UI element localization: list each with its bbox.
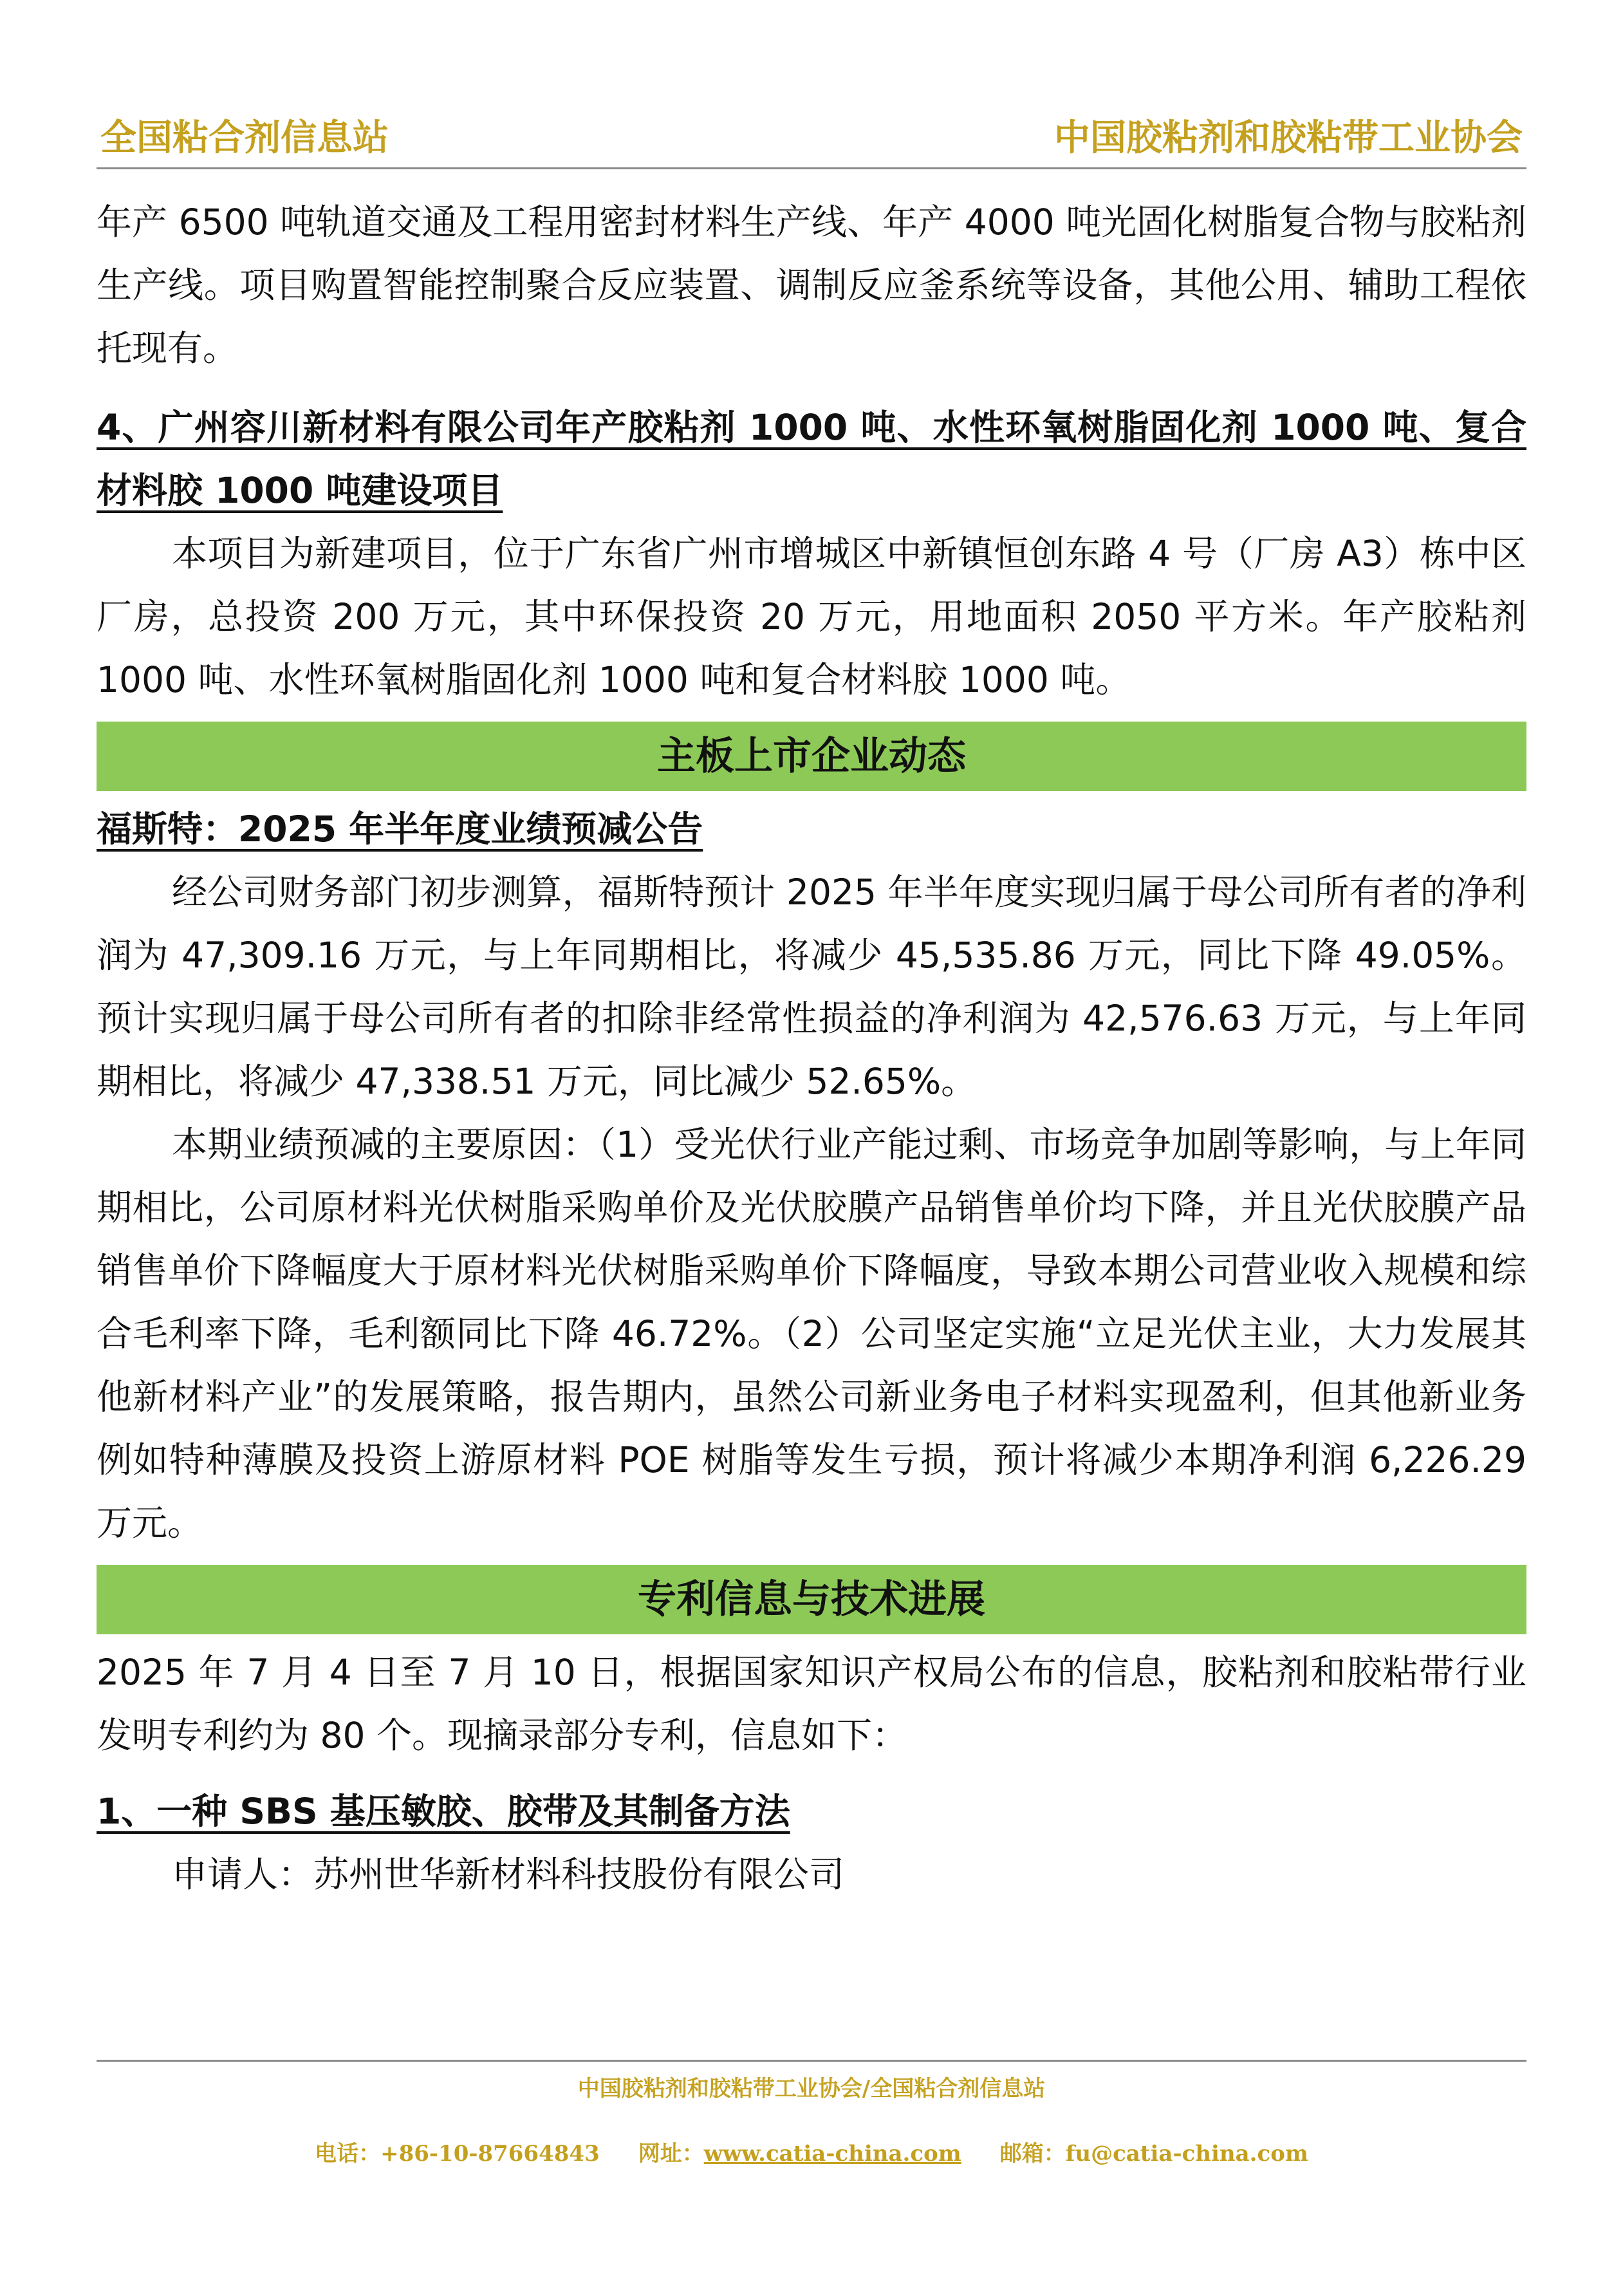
project4-body: 本项目为新建项目，位于广东省广州市增城区中新镇恒创东路 4 号（厂房 A3）栋中区厂房，总投资 200 万元，其中环保投资 20 万元，用地面积 2050 平方米。年产胶粘剂 1000 吨、水性环氧树脂固化剂 1000 吨和复合材料胶 1000 吨。	[97, 533, 1526, 700]
footer-contact-line	[97, 2136, 1526, 2167]
header-left-title: 全国粘合剂信息站	[100, 117, 389, 159]
intro-continuation: 年产 6500 吨轨道交通及工程用密封材料生产线、年产 4000 吨光固化树脂复合物与胶粘剂生产线。项目购置智能控制聚合反应装置、调制反应釜系统等设备，其他公用、辅助工程依托现有。	[97, 201, 1526, 369]
section-band-patents: 专利信息与技术进展	[97, 1565, 1526, 1634]
patent1-title: 1、一种 SBS 基压敏胶、胶带及其制备方法	[97, 1791, 790, 1832]
header-right-title: 中国胶粘剂和胶粘带工业协会	[1054, 117, 1523, 159]
fst-paragraph-2: 本期业绩预减的主要原因：（1）受光伏行业产能过剩、市场竞争加剧等影响，与上年同期相比，公司原材料光伏树脂采购单价及光伏胶膜产品销售单价均下降，并且光伏胶膜产品销售单价下降幅度大于原材料光伏树脂采购单价下降幅度，导致本期公司营业收入规模和综合毛利率下降，毛利额同比下降 46.72%。（2）公司坚定实施“立足光伏主业，大力发展其他新材料产业”的发展策略，报告期内，虽然公司新业务电子材料实现盈利，但其他新业务例如特种薄膜及投资上游原材料 POE 树脂等发生亏损，预计将减少本期净利润 6,226.29 万元。	[97, 1124, 1526, 1544]
patent1-applicant: 申请人：苏州世华新材料科技股份有限公司	[172, 1854, 845, 1895]
section-band-main-board: 主板上市企业动态	[97, 722, 1526, 791]
footer-site-link[interactable]: www.catia-china.com	[703, 2141, 961, 2167]
page-header	[97, 109, 1526, 169]
footer-phone: 电话：+86-10-87664843	[315, 2141, 600, 2167]
fst-notice-title: 福斯特：2025 年半年度业绩预减公告	[97, 808, 703, 850]
patents-intro: 2025 年 7 月 4 日至 7 月 10 日，根据国家知识产权局公布的信息，胶粘剂和胶粘带行业发明专利约为 80 个。现摘录部分专利，信息如下：	[97, 1652, 1526, 1756]
footer-email[interactable]: 邮箱：fu@catia-china.com	[999, 2141, 1308, 2167]
page-footer	[97, 2060, 1526, 2167]
footer-site-label: 网址：	[638, 2141, 704, 2167]
project4-title: 4、广州容川新材料有限公司年产胶粘剂 1000 吨、水性环氧树脂固化剂 1000 吨、复合材料胶 1000 吨建设项目	[97, 407, 1526, 511]
page-content	[97, 187, 1526, 1906]
footer-org-line: 中国胶粘剂和胶粘带工业协会/全国粘合剂信息站	[577, 2076, 1046, 2102]
fst-paragraph-1: 经公司财务部门初步测算，福斯特预计 2025 年半年度实现归属于母公司所有者的净利润为 47,309.16 万元，与上年同期相比，将减少 45,535.86 万元，同比下降 49.05%。预计实现归属于母公司所有者的扣除非经常性损益的净利润为 42,576.63 万元，与上年同期相比，将减少 47,338.51 万元，同比减少 52.65%。	[97, 872, 1526, 1102]
